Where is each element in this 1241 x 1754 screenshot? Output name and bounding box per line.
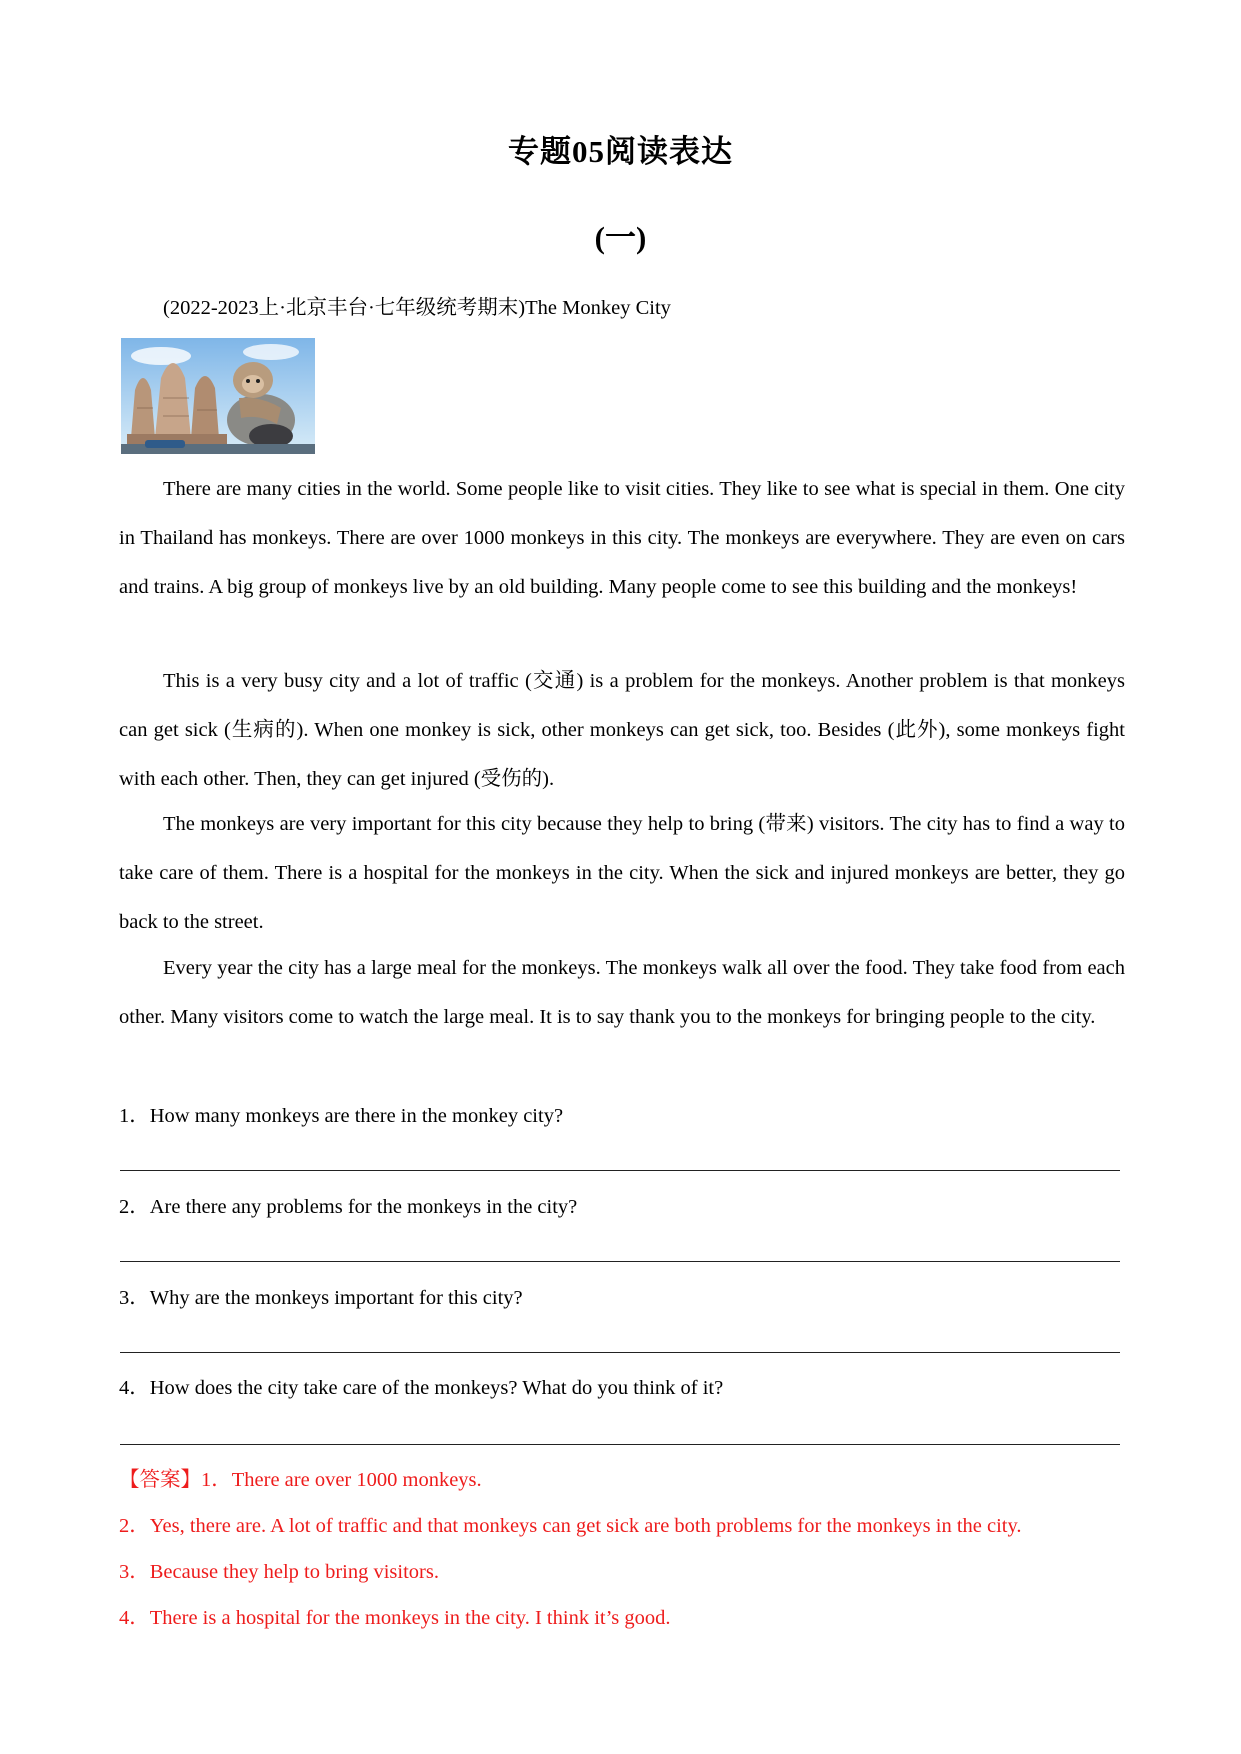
answer-2: 2．Yes, there are. A lot of traffic and that monkeys can get sick are both problems for the monkeys in the city. <box>119 1515 1022 1537</box>
answer-3: 3．Because they help to bring visitors. <box>119 1561 439 1583</box>
question-2: 2．Are there any problems for the monkeys in the city? <box>119 1196 578 1218</box>
paragraph-3: The monkeys are very important for this city because they help to bring (带来) visitors. The city has to find a way to take care of them. There is a hospital for the monkeys in the city. When the sick and injured monkeys are better, they go back to the street. <box>119 813 1125 933</box>
paragraph-1: There are many cities in the world. Some people like to visit cities. They like to see what is special in them. One city in Thailand has monkeys. There are over 1000 monkeys in this city. The monkeys are everywhere. They are even on cars and trains. A big group of monkeys live by an old building. Many people come to see this building and the monkeys! <box>119 478 1125 598</box>
answer-1: 【答案】1．There are over 1000 monkeys. <box>119 1469 482 1491</box>
answer-line-3 <box>120 1352 1120 1353</box>
answer-line-4 <box>120 1444 1120 1445</box>
question-4: 4．How does the city take care of the monkeys? What do you think of it? <box>119 1377 724 1399</box>
question-3: 3．Why are the monkeys important for this city? <box>119 1287 523 1309</box>
monkey-temple-photo <box>121 338 315 454</box>
answer-line-2 <box>120 1261 1120 1262</box>
question-1: 1．How many monkeys are there in the monkey city? <box>119 1105 564 1127</box>
passage-source: (2022-2023上·北京丰台·七年级统考期末)The Monkey City <box>163 297 671 319</box>
paragraph-2: This is a very busy city and a lot of traffic (交通) is a problem for the monkeys. Another problem is that monkeys can get sick (生病的). When one monkey is sick, other monkeys can get sick, too. Besides (此外), some monkeys fight with each other. Then, they can get injured (受伤的). <box>119 670 1125 790</box>
section-heading: (一) <box>594 220 647 255</box>
answer-4: 4．There is a hospital for the monkeys in the city. I think it’s good. <box>119 1607 671 1629</box>
page-title: 专题05阅读表达 <box>508 134 733 169</box>
answer-line-1 <box>120 1170 1120 1171</box>
paragraph-4: Every year the city has a large meal for the monkeys. The monkeys walk all over the food. They take food from each other. Many visitors come to watch the large meal. It is to say thank you to the monkeys for bringing people to the city. <box>119 957 1125 1028</box>
